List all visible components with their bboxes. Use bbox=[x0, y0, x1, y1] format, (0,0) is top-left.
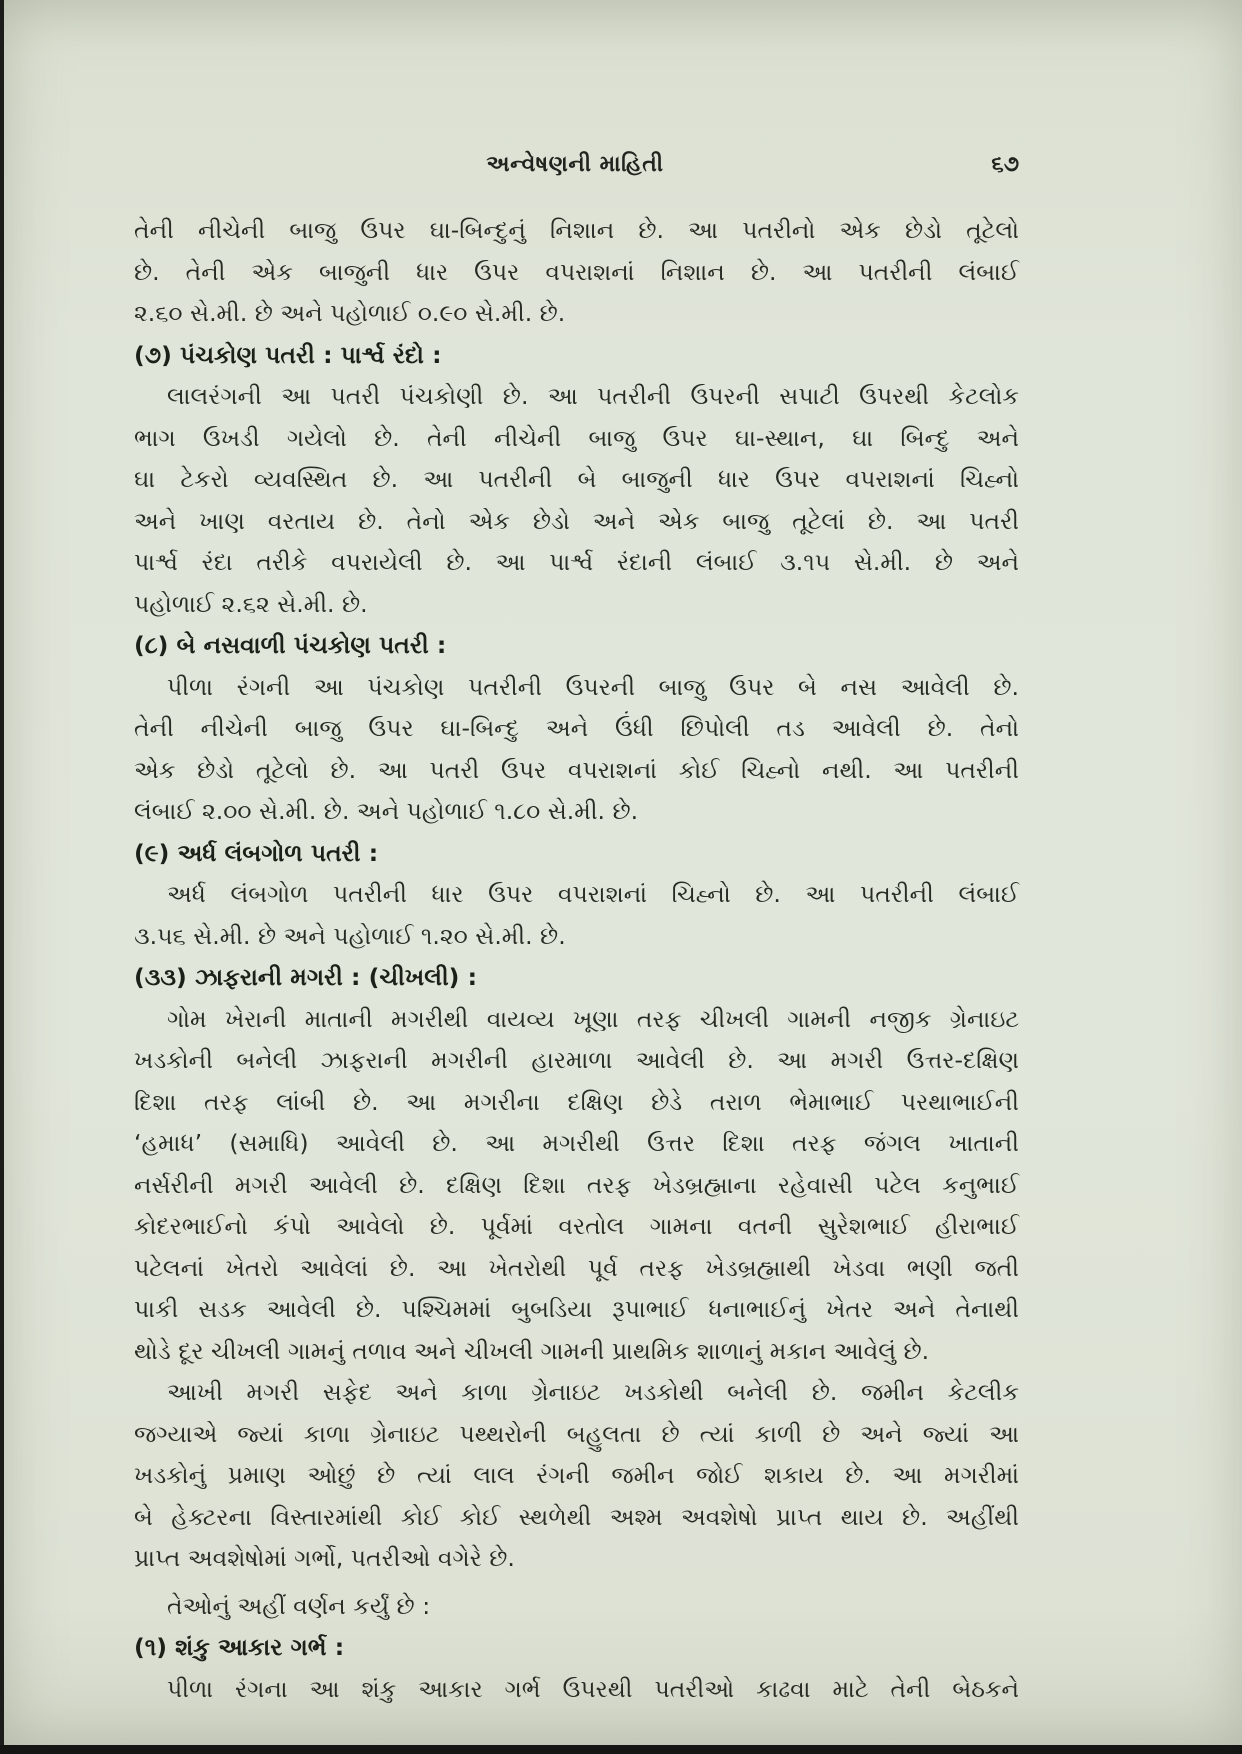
text-line: ખડકોની બનેલી ઝાફરાની મગરીની હારમાળા આવેલી છે. આ મગરી ઉત્તર-દક્ષિણ bbox=[134, 1046, 1019, 1074]
text-line: તેની નીચેની બાજુ ઉપર ઘા-બિન્દુનું નિશાન છે. આ પતરીનો એક છેડો તૂટેલો bbox=[134, 216, 1019, 244]
text-line: આખી મગરી સફેદ અને કાળા ગ્રેનાઇટ ખડકોથી બનેલી છે. જમીન કેટલીક bbox=[167, 1378, 1019, 1406]
section-heading: (૩૩) ઝાફરાની મગરી : (ચીખલી) : bbox=[134, 963, 477, 991]
text-line: ખડકોનું પ્રમાણ ઓછું છે ત્યાં લાલ રંગની જમીન જોઈ શકાય છે. આ મગરીમાં bbox=[134, 1461, 1019, 1489]
text-line: પટેલનાં ખેતરો આવેલાં છે. આ ખેતરોથી પૂર્વ તરફ ખેડબ્રહ્માથી ખેડવા ભણી જતી bbox=[134, 1253, 1019, 1282]
body-text bbox=[134, 210, 1019, 1710]
text-line: ઘા ટેકરો વ્યવસ્થિત છે. આ પતરીની બે બાજુની ધાર ઉપર વપરાશનાં ચિહ્નો bbox=[134, 465, 1019, 493]
text-line: પીળા રંગના આ શંકુ આકાર ગર્ભ ઉપરથી પતરીઓ કાઢવા માટે તેની બેઠકને bbox=[167, 1674, 1019, 1703]
text-line: ‘હમાધ’ (સમાધિ) આવેલી છે. આ મગરીથી ઉત્તર દિશા તરફ જંગલ ખાતાની bbox=[134, 1129, 1019, 1157]
section-heading: (૯) અર્ધ લંબગોળ પતરી : bbox=[134, 838, 379, 867]
text-line: પહોળાઈ ૨.૬૨ સે.મી. છે. bbox=[134, 589, 368, 618]
text-line: ભાગ ઉખડી ગયેલો છે. તેની નીચેની બાજુ ઉપર ઘા-સ્થાન, ઘા બિન્દુ અને bbox=[134, 423, 1019, 452]
text-line: અને ખાણ વરતાય છે. તેનો એક છેડો અને એક બાજુ તૂટેલાં છે. આ પતરી bbox=[134, 506, 1019, 535]
page-number: ૬૭ bbox=[991, 152, 1019, 177]
text-line: તેઓનું અહીં વર્ણન કર્યું છે : bbox=[167, 1591, 431, 1620]
section-heading: (૧) શંકુ આકાર ગર્ભ : bbox=[134, 1633, 345, 1661]
text-line: જગ્યાએ જ્યાં કાળા ગ્રેનાઇટ પથ્થરોની બહુલતા છે ત્યાં કાળી છે અને જ્યાં આ bbox=[134, 1419, 1019, 1448]
text-line: છે. તેની એક બાજુની ધાર ઉપર વપરાશનાં નિશાન છે. આ પતરીની લંબાઈ bbox=[134, 257, 1019, 286]
text-line: તેની નીચેની બાજુ ઉપર ઘા-બિન્દુ અને ઉંધી છિપોલી તડ આવેલી છે. તેનો bbox=[134, 714, 1019, 742]
text-line: પાર્શ્વ રંદા તરીકે વપરાયેલી છે. આ પાર્શ્વ રંદાની લંબાઈ ૩.૧૫ સે.મી. છે અને bbox=[134, 548, 1019, 576]
section-heading: (૭) પંચકોણ પતરી : પાર્શ્વ રંદો : bbox=[134, 340, 442, 369]
text-line: પીળા રંગની આ પંચકોણ પતરીની ઉપરની બાજુ ઉપર બે નસ આવેલી છે. bbox=[167, 672, 1019, 701]
text-line: અર્ધ લંબગોળ પતરીની ધાર ઉપર વપરાશનાં ચિહ્નો છે. આ પતરીની લંબાઈ bbox=[167, 880, 1019, 908]
book-page bbox=[4, 0, 1242, 1745]
page-header bbox=[131, 152, 1019, 186]
text-line: ૨.૬૦ સે.મી. છે અને પહોળાઈ ૦.૯૦ સે.મી. છે. bbox=[134, 299, 566, 327]
text-line: લાલરંગની આ પતરી પંચકોણી છે. આ પતરીની ઉપરની સપાટી ઉપરથી કેટલોક bbox=[167, 382, 1019, 410]
text-line: ૩.૫૬ સે.મી. છે અને પહોળાઈ ૧.૨૦ સે.મી. છે. bbox=[134, 921, 566, 950]
text-line: લંબાઈ ૨.૦૦ સે.મી. છે. અને પહોળાઈ ૧.૮૦ સે.મી. છે. bbox=[134, 797, 639, 825]
page-bottom-edge bbox=[0, 1745, 1242, 1754]
text-line: દિશા તરફ લાંબી છે. આ મગરીના દક્ષિણ છેડે તરાળ ભેમાભાઈ પરથાભાઈની bbox=[134, 1087, 1019, 1116]
text-line: થોડે દૂર ચીખલી ગામનું તળાવ અને ચીખલી ગામની પ્રાથમિક શાળાનું મકાન આવેલું છે. bbox=[134, 1336, 930, 1365]
text-line: ગોમ ખેરાની માતાની મગરીથી વાયવ્ય ખૂણા તરફ ચીખલી ગામની નજીક ગ્રેનાઇટ bbox=[167, 1004, 1019, 1033]
text-line: બે હેક્ટરના વિસ્તારમાંથી કોઈ કોઈ સ્થળેથી અશ્મ અવશેષો પ્રાપ્ત થાય છે. અહીંથી bbox=[134, 1502, 1019, 1531]
section-heading: (૮) બે નસવાળી પંચકોણ પતરી : bbox=[134, 631, 447, 659]
text-line: એક છેડો તૂટેલો છે. આ પતરી ઉપર વપરાશનાં કોઈ ચિહ્નો નથી. આ પતરીની bbox=[134, 755, 1019, 784]
text-line: પ્રાપ્ત અવશેષોમાં ગર્ભો, પતરીઓ વગેરે છે. bbox=[134, 1544, 515, 1572]
text-line: પાકી સડક આવેલી છે. પશ્ચિમમાં બુબડિયા રૂપાભાઈ ધનાભાઈનું ખેતર અને તેનાથી bbox=[134, 1295, 1019, 1323]
text-line: કોદરભાઈનો કંપો આવેલો છે. પૂર્વમાં વરતોલ ગામના વતની સુરેશભાઈ હીરાભાઈ bbox=[134, 1212, 1019, 1240]
running-title: અન્વેષણની માહિતી bbox=[486, 152, 664, 177]
text-line: નર્સરીની મગરી આવેલી છે. દક્ષિણ દિશા તરફ ખેડબ્રહ્માના રહેવાસી પટેલ કનુભાઈ bbox=[134, 1170, 1019, 1199]
